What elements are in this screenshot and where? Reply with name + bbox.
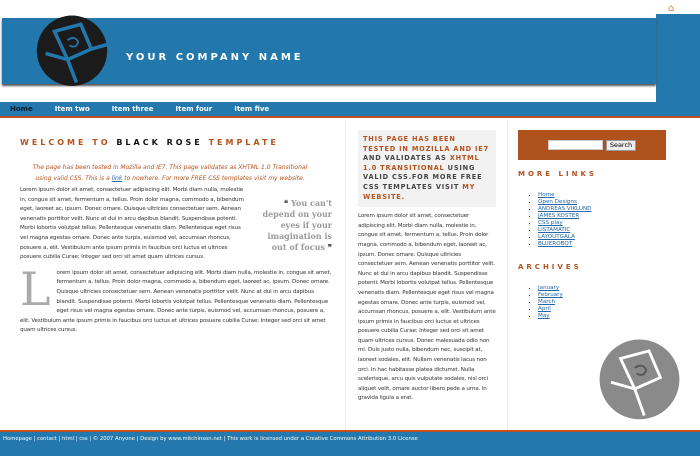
nav-item-two[interactable]: Item two (54, 105, 90, 113)
middle-paragraph: Lorem ipsum dolor sit amet, consectetuer adipiscing elit. Morbi diam nulla, molestie in, congue sit amet, fermentum a, tellus. Proin dolor magna, commodo a, bibendum eget, laoreet ac, ipsum. Donec ornare. Quisque ultricies consectetuer sem. Aenean venenatis porttitor velit. Nunc at dui in arcu dapibus blandit. Suspendisse potenti. Morbi lobortis volutpat tellus. Pellentesque venenatis diam. Pellentesque eget risus vel magna egestas ornare. Donec ante turpis, euismod vel, accumsan rhoncus, posuere a, elit. Vestibulum ante ipsum primis in faucibus orci luctus et ultrices posuere cubilia Curae; Integer sed orci sit amet quam ultrices cursus. Donec malesuada odio non mi. Duis justo nulla, bibendum nec, suscipit at, laoreet sodales, elit. Nullam venenatis lacus non orci. In hac habitasse platea dictumst. Nulla scelerisque, arcu quis vulputate sodales, nisl orci aliquet velit, ornare auctor libero pede a urna. In gravida ligula a erat. (358, 213, 496, 402)
tested-box: THIS PAGE HAS BEEN TESTED IN MOZILLA AND IE7 AND VALIDATES AS XHTML 1.0 TRANSITIONAL USING VALID CSS.FOR MORE FREE CSS TEMPLATES VISIT MY WEBSITE. (358, 130, 496, 207)
footer-license[interactable]: This work is licensed under a Creative Commons Attribution 3.0 License (227, 436, 418, 442)
footer-homepage[interactable]: Homepage (3, 436, 32, 442)
link-andreas-viklund[interactable]: ANDREAS VIKLUND (538, 206, 592, 212)
footer-contact[interactable]: contact (37, 436, 57, 442)
divider (507, 120, 508, 430)
main-paragraph-2: L orem ipsum dolor sit amet, consectetuer adipiscing elit. Morbi diam nulla, molestie in, congue sit amet, fermentum a, tellus. Proin dolor magna, commodo a, bibendum eget, laoreet ac, ipsum. Donec ornare. Quisque ultricies consectetuer sem. Aenean venenatis porttitor velit. Nunc at dui in arcu dapibus blandit. Suspendisse potenti. Morbi lobortis volutpat tellus. Pellentesque venenatis diam. Pellentesque eget risus vel magna egestas ornare. Donec ante turpis, euismod vel, accumsan rhoncus, posuere a, elit. Vestibulum ante ipsum primis in faucibus orci luctus et ultrices posuere cubilia Curae; Integer sed orci sit amet quam ultrices cursus. (20, 268, 332, 334)
footer-css[interactable]: css (79, 436, 88, 442)
pull-quote: ❝ You can't depend on your eyes if your imagination is out of focus ❞ (262, 198, 332, 252)
nav-item-five[interactable]: Item five (234, 105, 270, 113)
link-open-designs[interactable]: Open Designs (538, 199, 577, 205)
search-input[interactable] (548, 140, 603, 150)
archive-march[interactable]: March (538, 299, 556, 305)
link-listamatic[interactable]: LISTAMATIC (538, 227, 571, 233)
rose-logo (28, 5, 116, 93)
link-layoutgala[interactable]: LAYOUTGALA (538, 234, 575, 240)
link-css-play[interactable]: CSS play (538, 220, 563, 226)
page-title: WELCOME TO BLACK ROSE TEMPLATE (20, 138, 279, 147)
more-links-list (518, 192, 591, 248)
home-icon[interactable]: ⌂ (668, 3, 675, 14)
main-nav (0, 102, 700, 118)
divider (345, 120, 346, 430)
intro-text: The page has been tested in Mozilla and IE7. This page validates as XHTML 1.0 Transitional using valid CSS. This is a link to nowhere. For more FREE CSS templates visit my website. (32, 164, 308, 182)
footer-design-credit[interactable]: Design by www.mitchinson.net (140, 436, 223, 442)
archive-january[interactable]: January (538, 285, 560, 291)
archive-may[interactable]: May (538, 313, 550, 319)
main-paragraph-1: Lorem ipsum dolor sit amet, consectetuer adipiscing elit. Morbi diam nulla, molestie in, congue sit amet, fermentum a, tellus. Proin dolor magna, commodo a, bibendum eget, laoreet ac, ipsum. Donec ornare. Quisque ultricies consectetuer sem. Aenean venenatis porttitor velit. Nunc at dui in arcu dapibus blandit. Suspendisse potenti. Morbi lobortis volutpat tellus. Pellentesque venenatis diam. Pellentesque eget risus vel magna egestas ornare. Donec ante turpis, euismod vel, accumsan rhoncus, posuere a, elit. Vestibulum ante ipsum primis in faucibus orci luctus et ultrices posuere cubilia Curae; Integer sed orci sit amet quam ultrices cursus. (20, 187, 244, 261)
archives-heading: ARCHIVES (518, 263, 582, 271)
company-name: YOUR COMPANY NAME (126, 52, 304, 63)
footer: Homepage | contact | html | css | © 2007 Anyone | Design by www.mitchinson.net | This work is licensed under a Creative Commons Attribution 3.0 License (0, 430, 700, 456)
footer-copyright: © 2007 Anyone (92, 436, 135, 442)
link-james-koster[interactable]: JAMES KOSTER (538, 213, 580, 219)
intro-link[interactable]: link (111, 175, 123, 182)
nav-home[interactable]: Home (10, 105, 33, 113)
main-column (20, 186, 332, 336)
header-right-strip (656, 14, 700, 102)
nav-item-three[interactable]: Item three (111, 105, 154, 113)
link-bluerobot[interactable]: BLUEROBOT (538, 241, 573, 247)
drop-cap: L (20, 268, 51, 316)
search-form (518, 130, 666, 160)
rose-decoration (592, 330, 687, 425)
nav-item-four[interactable]: Item four (175, 105, 213, 113)
archive-april[interactable]: April (538, 306, 551, 312)
archives-list (518, 285, 563, 320)
footer-html[interactable]: html (62, 436, 75, 442)
archive-february[interactable]: February (538, 292, 563, 298)
link-home[interactable]: Home (538, 192, 555, 198)
search-button[interactable]: Search (606, 140, 636, 151)
more-links-heading: MORE LINKS (518, 170, 597, 178)
middle-column (358, 130, 496, 404)
